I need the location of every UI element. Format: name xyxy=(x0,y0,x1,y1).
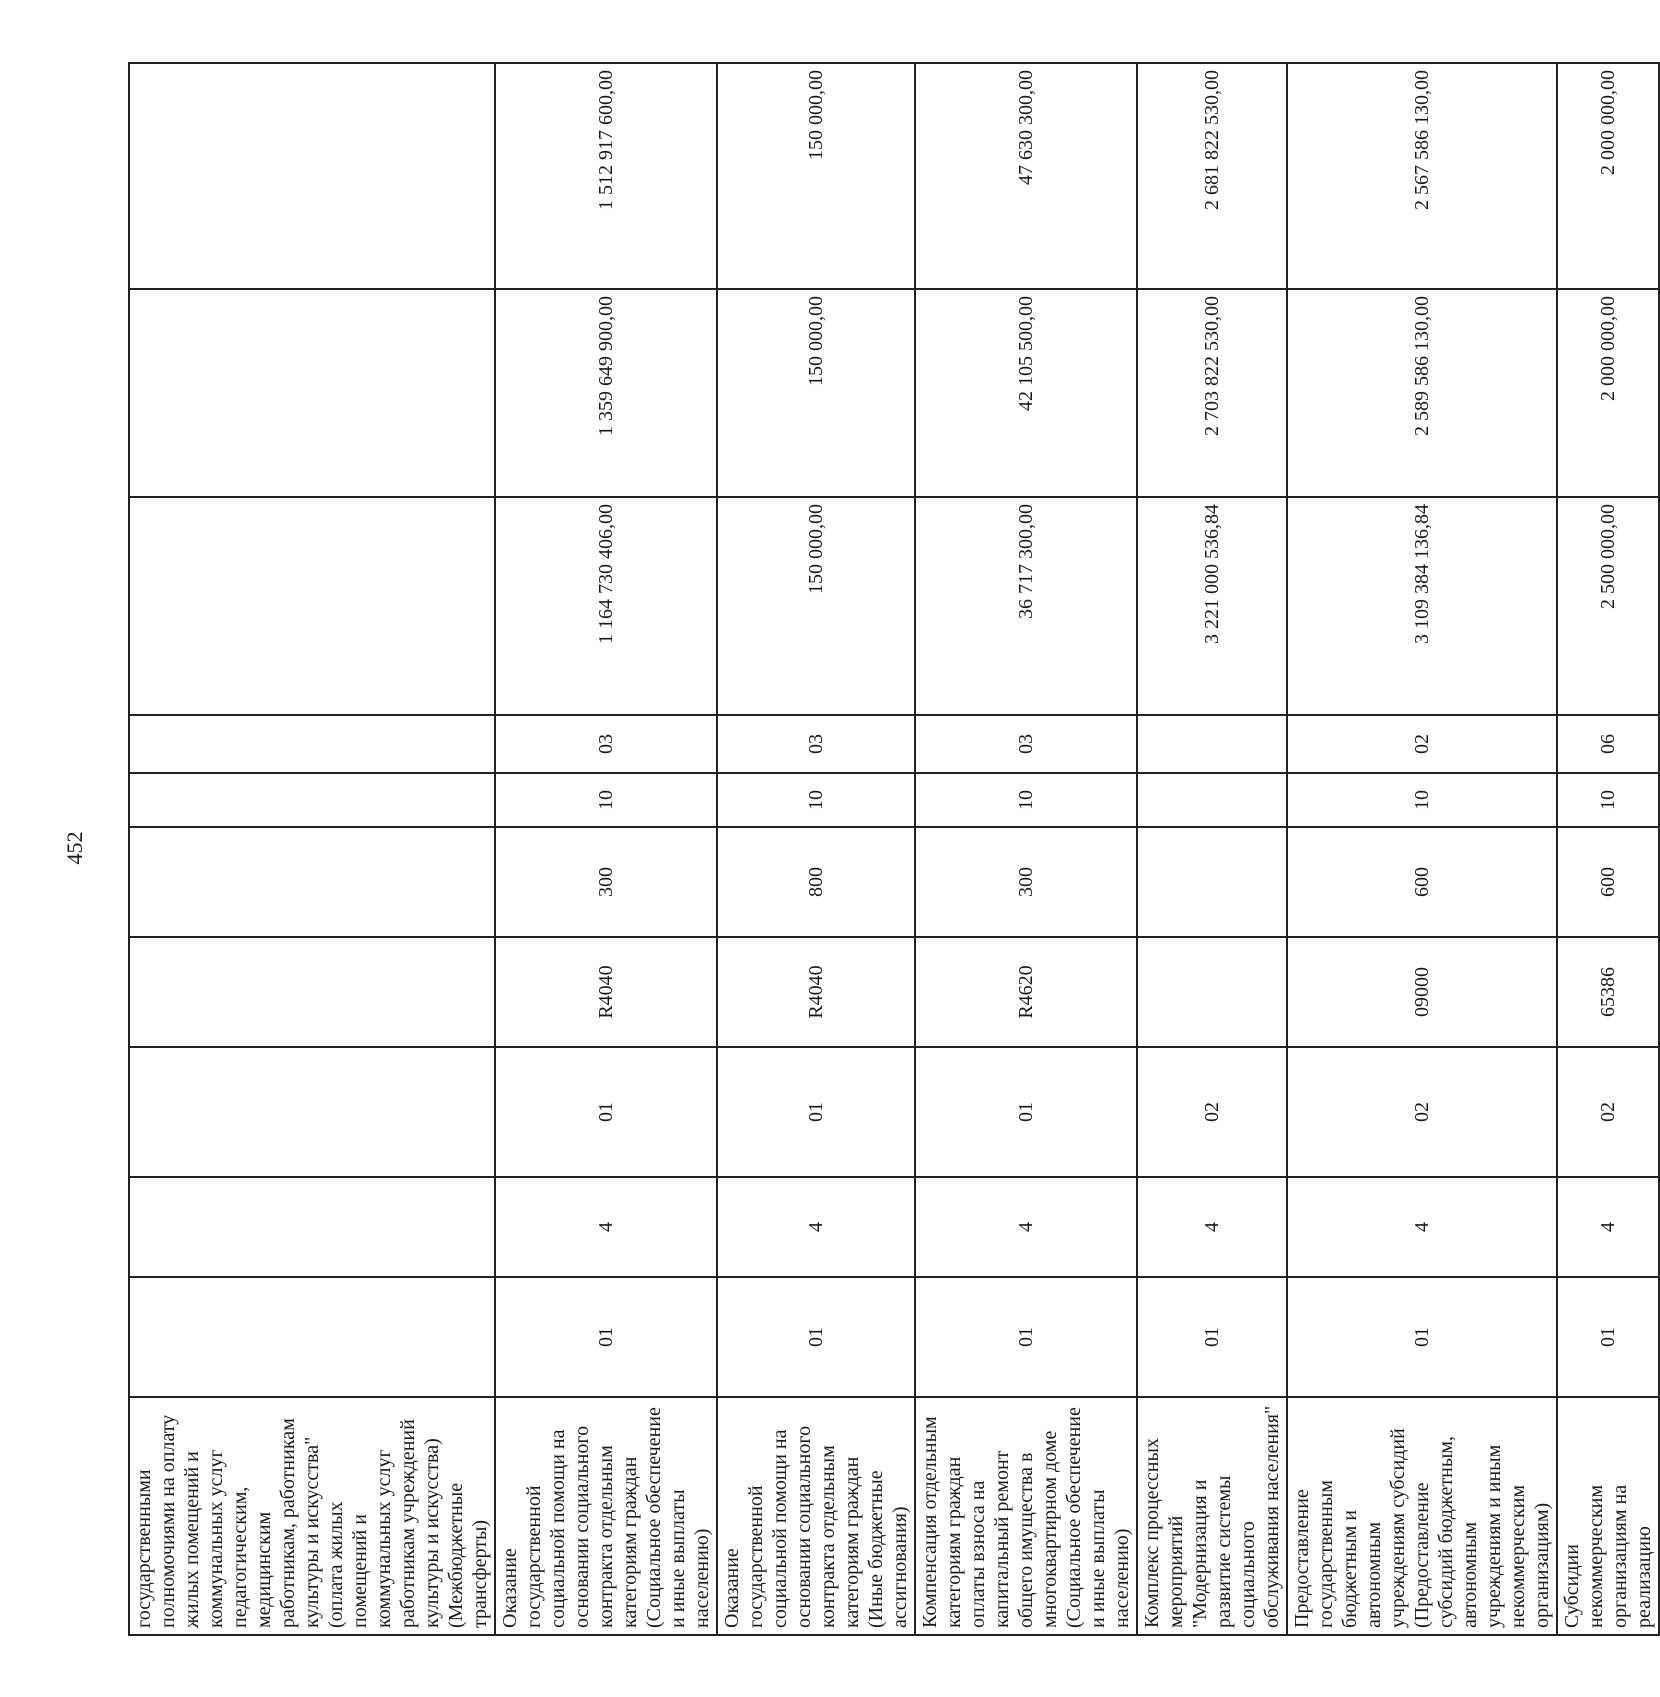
program-code: 01 xyxy=(1287,1277,1557,1397)
expense-type-code: 300 xyxy=(495,827,717,937)
program-code: 01 xyxy=(1557,1277,1659,1397)
activity-code xyxy=(129,1047,495,1177)
amount-year-2: 1 359 649 900,00 xyxy=(495,289,717,497)
amount-year-1: 150 000,00 xyxy=(717,497,915,715)
amount-year-3: 2 000 000,00 xyxy=(1557,63,1659,289)
program-code xyxy=(129,1277,495,1397)
expense-type-code: 300 xyxy=(915,827,1137,937)
subprogram-code: 4 xyxy=(915,1177,1137,1277)
program-code: 01 xyxy=(915,1277,1137,1397)
direction-code xyxy=(1137,937,1287,1047)
row-description: Оказание государственной социальной помощи на основании социального контракта отдельным категориям граждан (Социальное обеспечение и иные выплаты населению) xyxy=(495,1397,717,1635)
expense-type-code xyxy=(1137,827,1287,937)
rotated-table-container xyxy=(128,64,1655,1636)
amount-year-3: 150 000,00 xyxy=(717,63,915,289)
activity-code: 02 xyxy=(1287,1047,1557,1177)
subsection-code: 03 xyxy=(915,715,1137,773)
table-row xyxy=(717,63,915,1635)
program-code: 01 xyxy=(717,1277,915,1397)
row-description: Субсидии некоммерческим организациям на реализацию xyxy=(1557,1397,1659,1635)
subprogram-code: 4 xyxy=(1137,1177,1287,1277)
direction-code: 09000 xyxy=(1287,937,1557,1047)
subsection-code: 06 xyxy=(1557,715,1659,773)
amount-year-3 xyxy=(129,63,495,289)
section-code xyxy=(129,773,495,827)
section-code: 10 xyxy=(1557,773,1659,827)
table-row xyxy=(1137,63,1287,1635)
expense-type-code: 600 xyxy=(1557,827,1659,937)
table-row xyxy=(1287,63,1557,1635)
amount-year-3: 2 567 586 130,00 xyxy=(1287,63,1557,289)
direction-code: R4040 xyxy=(717,937,915,1047)
section-code: 10 xyxy=(915,773,1137,827)
section-code: 10 xyxy=(495,773,717,827)
amount-year-3: 1 512 917 600,00 xyxy=(495,63,717,289)
subprogram-code: 4 xyxy=(1287,1177,1557,1277)
subsection-code xyxy=(1137,715,1287,773)
amount-year-2: 2 589 586 130,00 xyxy=(1287,289,1557,497)
amount-year-1: 1 164 730 406,00 xyxy=(495,497,717,715)
amount-year-3: 2 681 822 530,00 xyxy=(1137,63,1287,289)
table-row xyxy=(1557,63,1659,1635)
subprogram-code: 4 xyxy=(717,1177,915,1277)
subsection-code: 02 xyxy=(1287,715,1557,773)
section-code: 10 xyxy=(717,773,915,827)
table-row xyxy=(915,63,1137,1635)
expense-type-code: 600 xyxy=(1287,827,1557,937)
subprogram-code xyxy=(129,1177,495,1277)
subsection-code: 03 xyxy=(495,715,717,773)
row-description: Комплекс процессных мероприятий "Модернизация и развитие системы социального обслуживания населения" xyxy=(1137,1397,1287,1635)
page-number: 452 xyxy=(62,831,87,865)
amount-year-3: 47 630 300,00 xyxy=(915,63,1137,289)
section-code xyxy=(1137,773,1287,827)
direction-code: R4620 xyxy=(915,937,1137,1047)
subsection-code: 03 xyxy=(717,715,915,773)
amount-year-1: 3 109 384 136,84 xyxy=(1287,497,1557,715)
expense-type-code xyxy=(129,827,495,937)
section-code: 10 xyxy=(1287,773,1557,827)
subsection-code xyxy=(129,715,495,773)
direction-code xyxy=(129,937,495,1047)
expense-type-code: 800 xyxy=(717,827,915,937)
row-description: Оказание государственной социальной помощи на основании социального контракта отдельным категориям граждан (Иные бюджетные ассигнования) xyxy=(717,1397,915,1635)
amount-year-1: 3 221 000 536,84 xyxy=(1137,497,1287,715)
program-code: 01 xyxy=(1137,1277,1287,1397)
amount-year-1: 36 717 300,00 xyxy=(915,497,1137,715)
amount-year-2 xyxy=(129,289,495,497)
activity-code: 01 xyxy=(717,1047,915,1177)
budget-table xyxy=(128,62,1660,1636)
table-row xyxy=(495,63,717,1635)
row-description: Предоставление государственным бюджетным и автономным учреждениям субсидий (Предоставление субсидий бюджетным, автономным учреждениям и иным некоммерческим организациям) xyxy=(1287,1397,1557,1635)
amount-year-2: 2 703 822 530,00 xyxy=(1137,289,1287,497)
direction-code: R4040 xyxy=(495,937,717,1047)
activity-code: 02 xyxy=(1137,1047,1287,1177)
activity-code: 02 xyxy=(1557,1047,1659,1177)
activity-code: 01 xyxy=(915,1047,1137,1177)
subprogram-code: 4 xyxy=(1557,1177,1659,1277)
amount-year-1 xyxy=(129,497,495,715)
amount-year-2: 2 000 000,00 xyxy=(1557,289,1659,497)
direction-code: 65386 xyxy=(1557,937,1659,1047)
subprogram-code: 4 xyxy=(495,1177,717,1277)
table-row xyxy=(129,63,495,1635)
amount-year-2: 150 000,00 xyxy=(717,289,915,497)
amount-year-1: 2 500 000,00 xyxy=(1557,497,1659,715)
activity-code: 01 xyxy=(495,1047,717,1177)
row-description: Компенсация отдельным категориям граждан оплаты взноса на капитальный ремонт общего имущества в многоквартирном доме (Социальное обеспечение и иные выплаты населению) xyxy=(915,1397,1137,1635)
program-code: 01 xyxy=(495,1277,717,1397)
row-description: государственными полномочиями на оплату жилых помещений и коммунальных услуг педагогическим, медицинским работникам, работникам культуры и искусства" (оплата жилых помещений и коммунальных услуг работникам учреждений культуры и искусства) (Межбюджетные трансферты) xyxy=(129,1397,495,1635)
amount-year-2: 42 105 500,00 xyxy=(915,289,1137,497)
